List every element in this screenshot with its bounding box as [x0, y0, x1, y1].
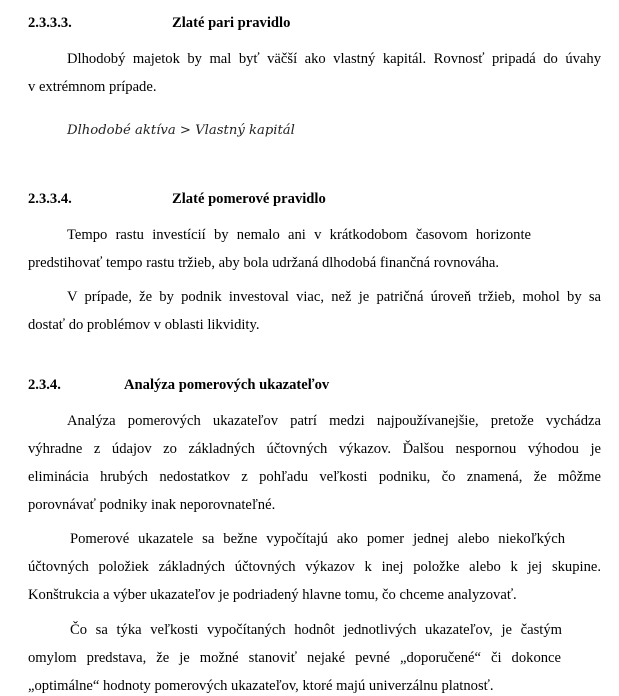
section-heading — [28, 190, 348, 208]
section-number: 2.3.4. — [28, 377, 61, 393]
paragraph-line: Pomerové ukazatele sa bežne vypočítajú ako pomer jednej alebo niekoľkých — [70, 531, 565, 547]
section-heading — [28, 14, 328, 32]
paragraph-line: Dlhodobý majetok by mal byť väčší ako vlastný kapitál. Rovnosť pripadá do úvahy — [67, 51, 601, 67]
paragraph-line: výhradne z údajov zo základných účtovných výkazov. Ďalšou nespornou výhodou je — [28, 441, 601, 457]
paragraph-line: omylom predstava, že je možné stanoviť nejaké pevné „doporučené“ či dokonce — [28, 650, 561, 666]
paragraph-line: predstihovať tempo rastu tržieb, aby bola udržaná dlhodobá finančná rovnováha. — [28, 255, 500, 271]
paragraph-line: porovnávať podniky inak neporovnateľné. — [28, 497, 276, 513]
paragraph-line: účtovných položiek základných účtovných výkazov k inej položke alebo k jej skupine. — [28, 559, 601, 575]
paragraph-line: Konštrukcia a výber ukazateľov je podriadený hlavne tomu, čo chceme analyzovať. — [28, 587, 517, 603]
paragraph-line: eliminácia hrubých nedostatkov z pohľadu veľkosti podniku, čo znamená, že môžme — [28, 469, 601, 485]
formula: Dlhodobé aktíva > Vlastný kapitál — [67, 123, 295, 138]
section-number: 2.3.3.3. — [28, 15, 72, 31]
paragraph-line: V prípade, že by podnik investoval viac, než je patričná úroveň tržieb, mohol by sa — [67, 289, 601, 305]
paragraph-line: v extrémnom prípade. — [28, 79, 157, 95]
section-title: Zlaté pari pravidlo — [172, 15, 291, 31]
paragraph-line: Čo sa týka veľkosti vypočítaných hodnôt jednotlivých ukazateľov, je častým — [70, 622, 562, 638]
paragraph-line: dostať do problémov v oblasti likvidity. — [28, 317, 260, 333]
section-title: Analýza pomerových ukazateľov — [124, 377, 330, 393]
paragraph-line: Tempo rastu investícií by nemalo ani v krátkodobom časovom horizonte — [67, 227, 531, 243]
paragraph-line: „optimálne“ hodnoty pomerových ukazateľov, ktoré majú univerzálnu platnosť. — [28, 678, 494, 694]
section-number: 2.3.3.4. — [28, 191, 72, 207]
section-title: Zlaté pomerové pravidlo — [172, 191, 326, 207]
section-heading — [28, 376, 368, 394]
paragraph-line: Analýza pomerových ukazateľov patrí medzi najpoužívanejšie, pretože vychádza — [67, 413, 601, 429]
